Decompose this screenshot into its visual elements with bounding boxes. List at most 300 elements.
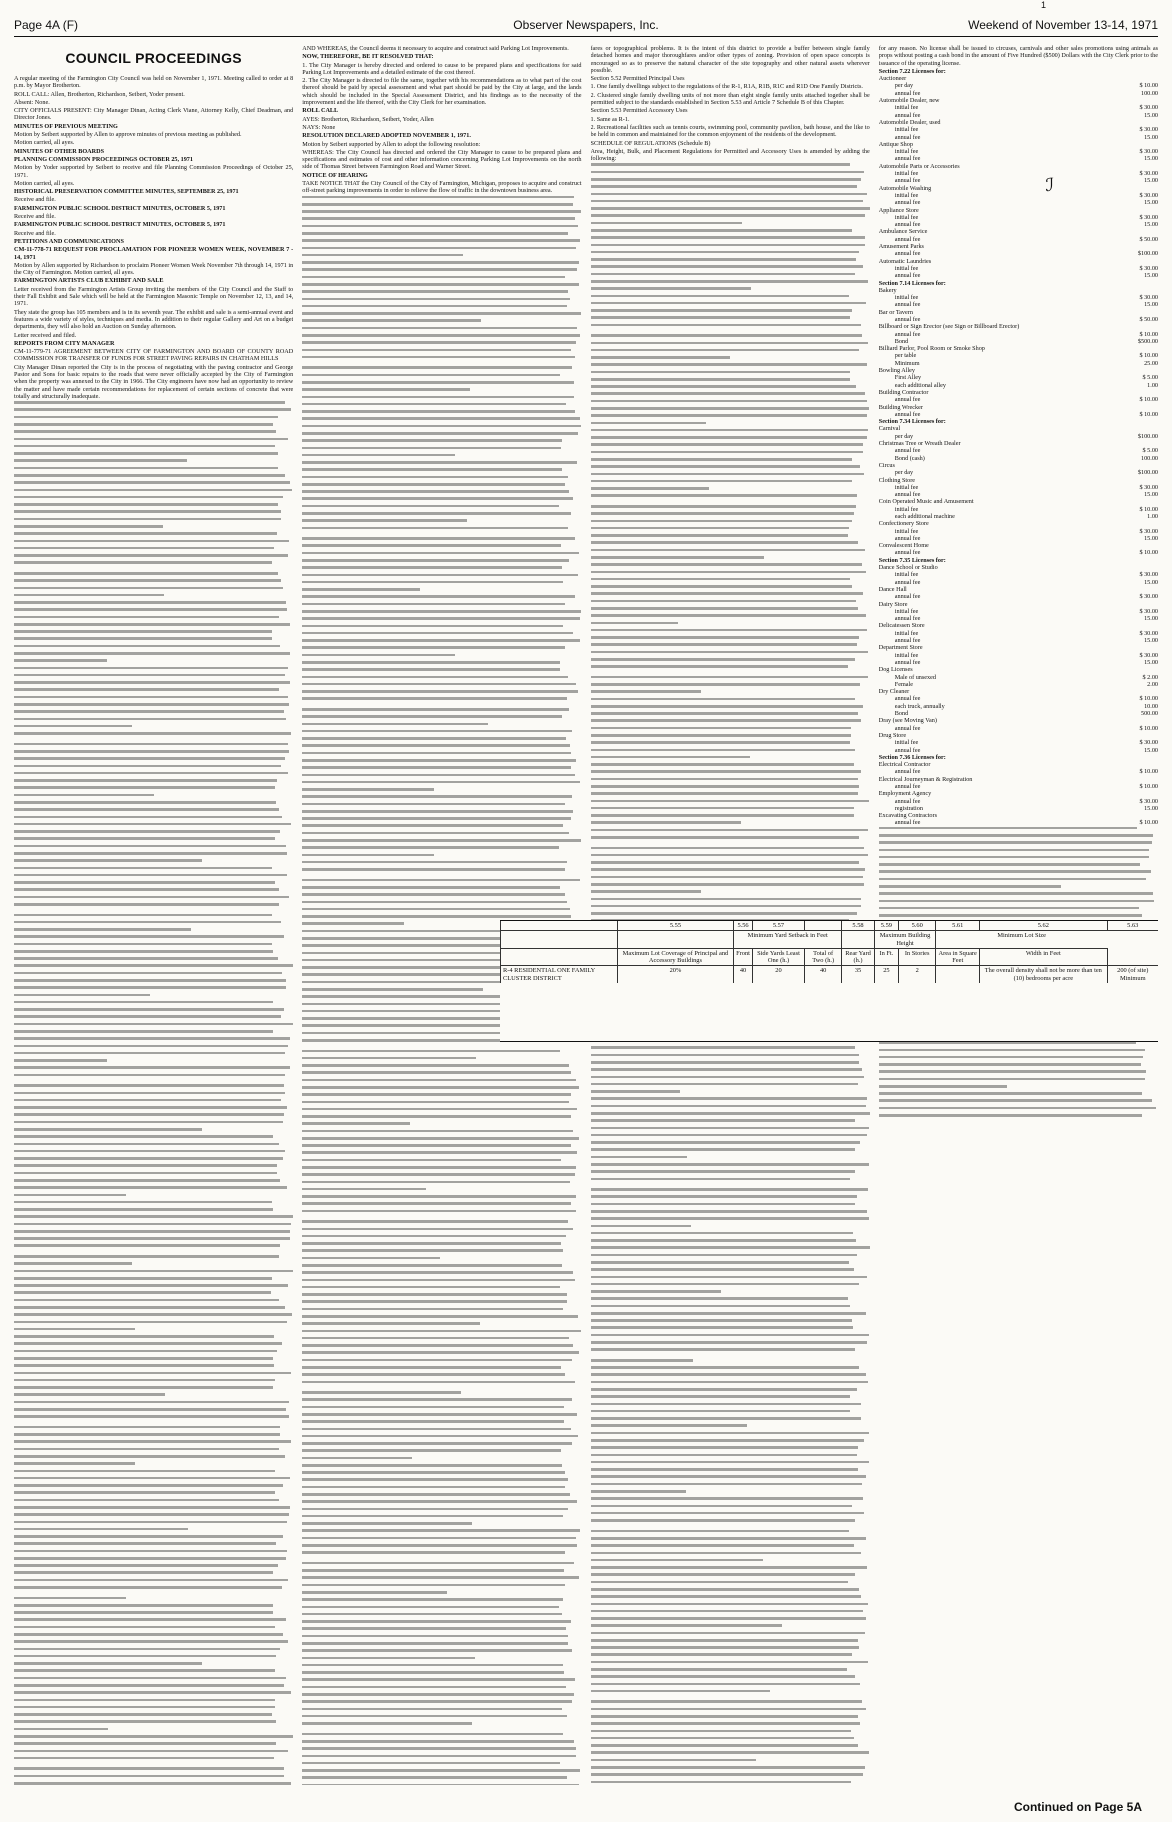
license-fee-row xyxy=(879,812,1158,819)
license-intro: for any reason. No license shall be issued to circuses, carnivals and other sales promotions using animals as props without posting a cash bond in the amount of Five Hundred ($500) Dollars with the City Clerk prior to the issuance of the operating license. xyxy=(878,45,1158,67)
article-heading: RESOLUTION DECLARED ADOPTED NOVEMBER 1, 1971. xyxy=(302,132,471,140)
license-fee-row xyxy=(879,739,1158,746)
license-fee-amount: $ 30.00 xyxy=(1139,629,1158,637)
license-fee-row xyxy=(879,622,1158,629)
license-fee-name: Bar or Tavern xyxy=(878,308,913,316)
license-fee-amount: 500.00 xyxy=(1140,710,1158,718)
article-paragraph: Section 5.53 Permitted Accessory Uses xyxy=(590,107,688,115)
license-fee-row xyxy=(879,717,1158,724)
license-fee-amount xyxy=(1112,754,1158,761)
schedule-cell: 35 xyxy=(842,966,874,983)
license-fee-amount: 100.00 xyxy=(1140,89,1158,97)
license-fee-row xyxy=(879,586,1158,593)
schedule-cell: 20 xyxy=(752,966,804,983)
article-paragraph: 2. Clustered single family dwelling units of not more than eight single family units attached together shall be permitted subject to the standards established in Section 5.53 and Article 7 Schedule B of this Chapter. xyxy=(590,91,870,107)
license-fee-amount: $100.00 xyxy=(1137,432,1158,440)
license-fee-amount xyxy=(1112,280,1158,287)
license-fee-name: Section 7.36 Licenses for: xyxy=(878,753,946,761)
schedule-section-number: 5.57 xyxy=(752,921,804,931)
license-fee-name: Appliance Store xyxy=(878,206,919,214)
schedule-cell: 40 xyxy=(805,966,842,983)
license-fee-row xyxy=(879,294,1158,301)
license-fee-row xyxy=(879,134,1158,141)
license-fee-amount: 15.00 xyxy=(1144,272,1158,280)
article-paragraph: 1. Same as R-1. xyxy=(590,115,630,123)
license-fee-row xyxy=(879,659,1158,666)
license-fee-row xyxy=(879,360,1158,367)
license-fee-amount: 15.00 xyxy=(1144,199,1158,207)
license-fee-amount: $ 30.00 xyxy=(1139,264,1158,272)
license-fee-name: annual fee xyxy=(894,768,921,776)
license-fee-row xyxy=(879,243,1158,250)
article-paragraph: Motion carried, all ayes. xyxy=(14,179,75,187)
article-paragraph: Motion by Seibert supported by Allen to adopt the following resolution: xyxy=(302,140,481,148)
license-fee-row xyxy=(879,382,1158,389)
license-fee-name: annual fee xyxy=(894,724,921,732)
article-paragraph: 1. One family dwellings subject to the regulations of the R-1, R1A, R1B, R1C and R1D One Family Districts. xyxy=(590,83,863,91)
license-fee-row xyxy=(879,484,1158,491)
license-fee-row xyxy=(879,725,1158,732)
license-fee-name: each additional alley xyxy=(894,381,946,389)
license-fee-name: initial fee xyxy=(894,629,919,637)
license-fee-amount xyxy=(1112,323,1158,330)
license-fee-row xyxy=(879,710,1158,717)
license-fee-amount xyxy=(1112,309,1158,316)
license-fee-name: Male of unsexed xyxy=(894,673,936,681)
license-fee-row xyxy=(879,316,1158,323)
license-fee-row xyxy=(879,433,1158,440)
schedule-of-regulations-table xyxy=(500,920,1158,1042)
license-fee-row xyxy=(879,674,1158,681)
license-fee-name: initial fee xyxy=(894,264,919,272)
license-fee-amount: $ 30.00 xyxy=(1139,651,1158,659)
license-fee-row xyxy=(879,425,1158,432)
license-fee-row xyxy=(879,703,1158,710)
license-fee-row xyxy=(879,126,1158,133)
article-heading: PETITIONS AND COMMUNICATIONS xyxy=(14,237,124,245)
license-fee-name: annual fee xyxy=(894,447,921,455)
license-fee-amount: 15.00 xyxy=(1144,578,1158,586)
schedule-section-numbers xyxy=(501,921,1159,931)
license-fee-row xyxy=(879,695,1158,702)
license-fee-row xyxy=(879,666,1158,673)
license-fee-name: Christmas Tree or Wreath Dealer xyxy=(878,440,961,448)
article-paragraph: Section 5.52 Permitted Principal Uses xyxy=(590,75,685,83)
schedule-cell xyxy=(936,966,980,983)
schedule-column-header xyxy=(1107,948,1158,966)
license-fee-amount xyxy=(1112,601,1158,608)
schedule-cell: 200 (of site) Minimum xyxy=(1107,966,1158,983)
license-fee-name: Drug Store xyxy=(878,731,907,739)
license-fee-name: Ambulance Service xyxy=(878,228,928,236)
license-fee-name: Auctioneer xyxy=(878,75,907,83)
schedule-section-number: 5.56 xyxy=(734,921,753,931)
license-fee-name: Minimum xyxy=(894,359,920,367)
license-fee-amount: 15.00 xyxy=(1144,491,1158,499)
license-fee-name: registration xyxy=(894,804,923,812)
license-fee-name: annual fee xyxy=(894,221,921,229)
license-fee-amount xyxy=(1112,462,1158,469)
license-fee-row xyxy=(879,579,1158,586)
license-fee-name: per day xyxy=(894,469,914,477)
license-fee-row xyxy=(879,688,1158,695)
column-1-filler-text xyxy=(14,401,293,1785)
license-fee-name: Department Store xyxy=(878,644,923,652)
license-fee-amount xyxy=(1112,564,1158,571)
license-fee-name: initial fee xyxy=(894,294,919,302)
license-fee-name: Automobile Parts or Accessories xyxy=(878,162,960,170)
license-fee-row xyxy=(879,564,1158,571)
license-fee-amount xyxy=(1112,258,1158,265)
article-paragraph: Receive and file. xyxy=(14,213,56,221)
license-fee-row xyxy=(879,798,1158,805)
license-fee-name: annual fee xyxy=(894,782,921,790)
license-fee-row xyxy=(879,112,1158,119)
schedule-column-header xyxy=(501,948,618,966)
license-fee-row xyxy=(879,199,1158,206)
license-fee-amount: $ 10.00 xyxy=(1139,549,1158,557)
license-fee-row xyxy=(879,805,1158,812)
license-fee-amount: $100.00 xyxy=(1137,469,1158,477)
license-fee-row xyxy=(879,819,1158,826)
license-fee-row xyxy=(879,148,1158,155)
license-fee-name: Bakery xyxy=(878,286,897,294)
license-fee-name: annual fee xyxy=(894,330,921,338)
license-fee-row xyxy=(879,571,1158,578)
license-fee-amount: $ 30.00 xyxy=(1139,213,1158,221)
license-fee-amount xyxy=(1112,119,1158,126)
license-fee-amount xyxy=(1112,97,1158,104)
license-fee-name: annual fee xyxy=(894,593,921,601)
license-fee-name: Bond xyxy=(894,710,909,718)
license-fee-amount xyxy=(1112,557,1158,564)
license-fee-row xyxy=(879,374,1158,381)
license-fee-row xyxy=(879,90,1158,97)
license-fee-amount: 15.00 xyxy=(1144,301,1158,309)
license-fee-amount: $ 10.00 xyxy=(1139,695,1158,703)
license-fee-name: Excavating Contractors xyxy=(878,812,937,820)
license-fee-amount xyxy=(1112,345,1158,352)
schedule-blank-cell xyxy=(501,931,618,949)
license-fee-row xyxy=(879,462,1158,469)
article-heading: FARMINGTON PUBLIC SCHOOL DISTRICT MINUTES, OCTOBER 5, 1971 xyxy=(14,221,226,229)
group-height-header: Maximum Building Height xyxy=(874,931,936,949)
article-paragraph: Letter received from the Farmington Artists Group inviting the members of the City Council and the Staff to their Fall Exhibit and Sale which will be held at the Farmington Masonic Temple on November 12, 13, and 14, 1971. xyxy=(14,285,294,308)
license-fee-name: initial fee xyxy=(894,527,919,535)
license-fee-row xyxy=(879,309,1158,316)
license-fee-name: annual fee xyxy=(894,235,921,243)
page-number: Page 4A (F) xyxy=(14,18,79,32)
license-fee-name: Clothing Store xyxy=(878,476,916,484)
article-heading: HISTORICAL PRESERVATION COMMITTEE MINUTES, SEPTEMBER 25, 1971 xyxy=(14,188,239,196)
article-paragraph: 1. The City Manager is hereby directed and ordered to cause to be prepared plans and specifications for said Parking Lot Improvements and a detailed estimate of the cost thereof. xyxy=(302,61,582,76)
article-paragraph: fares or topographical problems. It is the intent of this district to provide a buffer between single family detached homes and major thoroughfares and/or other types of zoning. Provision of open space concepts is encouraged so as to preserve the natural character of the site topography and other natural assets wherever possible. xyxy=(590,45,870,74)
license-fee-amount: $ 30.00 xyxy=(1139,607,1158,615)
column-3 xyxy=(591,45,870,1785)
license-fee-row xyxy=(879,170,1158,177)
article-paragraph: Receive and file. xyxy=(14,196,56,204)
article-paragraph: 2. Recreational facilities such as tennis courts, swimming pool, community pavilion, bath house, and the like to be held in common and maintained for the common enjoyment of the residents of the development. xyxy=(590,123,870,139)
license-fee-name: annual fee xyxy=(894,615,921,623)
license-fee-amount: $ 2.00 xyxy=(1142,673,1158,681)
license-fee-row xyxy=(879,404,1158,411)
article-heading: REPORTS FROM CITY MANAGER xyxy=(14,339,115,347)
schedule-cell: 20% xyxy=(617,966,733,983)
license-fee-amount: 15.00 xyxy=(1144,637,1158,645)
license-fee-name: initial fee xyxy=(894,607,919,615)
license-fee-amount: $ 10.00 xyxy=(1139,396,1158,404)
schedule-section-number: 5.60 xyxy=(899,921,936,931)
license-fee-amount xyxy=(1112,75,1158,82)
license-fee-amount: $ 30.00 xyxy=(1139,126,1158,134)
license-fee-row xyxy=(879,192,1158,199)
license-fee-row xyxy=(879,615,1158,622)
license-fee-amount: $ 10.00 xyxy=(1139,768,1158,776)
license-fee-amount: $ 5.00 xyxy=(1142,447,1158,455)
license-fee-amount: 100.00 xyxy=(1140,454,1158,462)
license-fee-amount: $ 30.00 xyxy=(1139,527,1158,535)
group-setback-header: Minimum Yard Setback in Feet xyxy=(734,931,842,949)
article-paragraph: Motion by Seibert supported by Allen to approve minutes of previous meeting as published. xyxy=(14,131,242,139)
license-fee-amount xyxy=(1112,732,1158,739)
license-fee-row xyxy=(879,477,1158,484)
license-fee-name: annual fee xyxy=(894,155,921,163)
license-fee-name: initial fee xyxy=(894,104,919,112)
license-fee-row xyxy=(879,258,1158,265)
license-fee-row xyxy=(879,447,1158,454)
license-fee-amount: $ 50.00 xyxy=(1139,315,1158,323)
group-lot-header: Minimum Lot Size xyxy=(936,931,1107,949)
license-fee-amount: $ 5.00 xyxy=(1142,374,1158,382)
license-fee-row xyxy=(879,301,1158,308)
article-heading: ROLL CALL xyxy=(302,107,339,115)
schedule-column-header: Total of Two (h.) xyxy=(805,948,842,966)
license-fee-name: Carnival xyxy=(878,425,901,433)
license-fee-name: Confectionery Store xyxy=(878,520,929,528)
license-fee-row xyxy=(879,75,1158,82)
license-fee-amount: $ 30.00 xyxy=(1139,739,1158,747)
license-fee-row xyxy=(879,367,1158,374)
column-3-body xyxy=(591,45,870,162)
license-fee-row xyxy=(879,214,1158,221)
article-heading: NOTICE OF HEARING xyxy=(302,171,368,179)
license-fee-amount xyxy=(1112,243,1158,250)
license-fee-amount xyxy=(1112,185,1158,192)
article-paragraph: CM-11-779-71 AGREEMENT BETWEEN CITY OF FARMINGTON AND BOARD OF COUNTY ROAD COMMISSION FOR TRANSFER OF FUNDS FOR STREET PAVING REPAIRS IN CHATHAM HILLS xyxy=(14,348,294,363)
schedule-group-headers xyxy=(501,931,1159,949)
schedule-cell: The overall density shall not be more than ten (10) bedrooms per acre xyxy=(980,966,1107,983)
schedule-column-header: In Stories xyxy=(899,948,936,966)
schedule-cell: 2 xyxy=(899,966,936,983)
license-fee-name: Dairy Store xyxy=(878,600,908,608)
license-fee-name: annual fee xyxy=(894,578,921,586)
license-fee-row xyxy=(879,440,1158,447)
license-fee-amount: 25.00 xyxy=(1144,359,1158,367)
license-fee-amount xyxy=(1112,761,1158,768)
schedule-section-number: 5.63 xyxy=(1107,921,1158,931)
license-fee-name: initial fee xyxy=(894,191,919,199)
license-fee-name: initial fee xyxy=(894,505,919,513)
license-fee-amount: $ 10.00 xyxy=(1139,819,1158,827)
license-fee-amount xyxy=(1112,287,1158,294)
article-paragraph: AYES: Brotherton, Richardson, Seibert, Yoder, Allen xyxy=(302,115,434,123)
article-paragraph: Motion by Yoder supported by Seibert to receive and file Planning Commission Proceedings of October 25, 1971. xyxy=(14,164,294,179)
article-heading: PLANNING COMMISSION PROCEEDINGS OCTOBER 25, 1971 xyxy=(14,155,193,163)
license-fee-amount: 15.00 xyxy=(1144,804,1158,812)
license-fee-name: annual fee xyxy=(894,534,921,542)
article-paragraph: SCHEDULE OF REGULATIONS (Schedule B) xyxy=(590,139,711,147)
license-fee-name: Automobile Dealer, used xyxy=(878,118,941,126)
license-section-title: Section 7.22 Licenses for: xyxy=(878,67,946,75)
license-fee-amount xyxy=(1112,425,1158,432)
license-fee-name: annual fee xyxy=(894,272,921,280)
license-fee-list xyxy=(879,75,1158,827)
license-fee-row xyxy=(879,331,1158,338)
license-fee-row xyxy=(879,411,1158,418)
schedule-column-header: Area in Square Feet xyxy=(936,948,980,966)
license-fee-amount: 2.00 xyxy=(1147,680,1158,688)
license-fee-amount xyxy=(1112,498,1158,505)
license-fee-name: annual fee xyxy=(894,658,921,666)
license-fee-name: Automatic Laundries xyxy=(878,257,932,265)
license-fee-amount: $ 10.00 xyxy=(1139,330,1158,338)
license-fee-name: Electrical Contractor xyxy=(878,761,931,769)
schedule-column-headers xyxy=(501,948,1159,966)
license-fee-row xyxy=(879,119,1158,126)
schedule-section-number xyxy=(805,921,842,931)
license-fee-name: annual fee xyxy=(894,133,921,141)
license-fee-row xyxy=(879,535,1158,542)
license-fee-amount: 1.00 xyxy=(1147,513,1158,520)
article-paragraph: CITY OFFICIALS PRESENT: City Manager Dinan, Acting Clerk Viane, Attorney Kelly, Chief Deadman, and Director Jones. xyxy=(14,107,294,122)
license-fee-amount xyxy=(1112,228,1158,235)
license-fee-amount: 15.00 xyxy=(1144,111,1158,119)
license-fee-row xyxy=(879,345,1158,352)
license-fee-name: Automobile Dealer, new xyxy=(878,97,940,105)
schedule-column-header: Width in Feet xyxy=(980,948,1107,966)
license-fee-amount xyxy=(1112,520,1158,527)
license-fee-amount: $ 10.00 xyxy=(1139,505,1158,513)
license-fee-row xyxy=(879,754,1158,761)
schedule-column-header: Front xyxy=(734,948,753,966)
license-fee-name: annual fee xyxy=(894,637,921,645)
license-fee-row xyxy=(879,506,1158,513)
license-fee-name: Building Contractor xyxy=(878,388,929,396)
schedule-blank-cell xyxy=(842,931,874,949)
schedule-row-label: R-4 RESIDENTIAL ONE FAMILY CLUSTER DISTRICT xyxy=(501,966,618,983)
schedule-column-header: Side Yards Least One (h.) xyxy=(752,948,804,966)
publication-name: Observer Newspapers, Inc. xyxy=(513,18,659,32)
license-fee-name: Dry Cleaner xyxy=(878,688,910,696)
license-fee-amount: $ 10.00 xyxy=(1139,782,1158,790)
schedule-section-number: 5.58 xyxy=(842,921,874,931)
license-fee-row xyxy=(879,221,1158,228)
license-fee-amount: $ 30.00 xyxy=(1139,191,1158,199)
license-fee-name: initial fee xyxy=(894,571,919,579)
license-fee-row xyxy=(879,163,1158,170)
license-fee-row xyxy=(879,491,1158,498)
license-fee-row xyxy=(879,469,1158,476)
license-fee-row xyxy=(879,557,1158,564)
license-fee-row xyxy=(879,104,1158,111)
license-fee-name: initial fee xyxy=(894,483,919,491)
license-fee-name: Section 7.34 Licenses for: xyxy=(878,418,946,426)
license-fee-name: Billiard Parlor, Pool Room or Smoke Shop xyxy=(878,345,985,353)
license-fee-amount: 15.00 xyxy=(1144,155,1158,163)
license-fee-amount xyxy=(1112,622,1158,629)
article-paragraph: Receive and file. xyxy=(14,229,56,237)
article-paragraph: AND WHEREAS, the Council deems it necessary to acquire and construct said Parking Lot Improvements. xyxy=(302,45,569,52)
column-4 xyxy=(879,45,1158,1785)
schedule-section-number: 5.61 xyxy=(936,921,980,931)
article-paragraph: Letter received and filed. xyxy=(14,331,77,339)
license-fee-row xyxy=(879,681,1158,688)
license-fee-name: per table xyxy=(894,352,917,360)
schedule-section-number: 5.55 xyxy=(617,921,733,931)
article-paragraph: ROLL CALL: Allen, Brotherton, Richardson, Seibert, Yoder present. xyxy=(14,90,185,98)
license-fee-amount: 1.00 xyxy=(1147,381,1158,389)
license-fee-name: annual fee xyxy=(894,250,921,258)
article-heading: CM-11-778-71 REQUEST FOR PROCLAMATION FOR PIONEER WOMEN WEEK, NOVEMBER 7 - 14, 1971 xyxy=(14,246,294,261)
license-fee-name: Dog Licenses xyxy=(878,666,913,674)
license-fee-amount xyxy=(1112,404,1158,411)
license-fee-amount: 15.00 xyxy=(1144,658,1158,666)
license-fee-amount: 15.00 xyxy=(1144,534,1158,542)
license-fee-name: per day xyxy=(894,432,914,440)
license-fee-row xyxy=(879,272,1158,279)
issue-date: Weekend of November 13-14, 1971 xyxy=(968,18,1158,32)
license-fee-amount: $ 30.00 xyxy=(1139,593,1158,601)
license-fee-name: annual fee xyxy=(894,746,921,754)
license-fee-row xyxy=(879,520,1158,527)
license-fee-name: Bowling Alley xyxy=(878,367,916,375)
license-fee-name: Female xyxy=(894,680,913,688)
license-fee-row xyxy=(879,82,1158,89)
schedule-section-number xyxy=(501,921,618,931)
license-fee-row xyxy=(879,455,1158,462)
article-paragraph: WHEREAS: The City Council has directed and ordered the City Manager to cause to be prepared plans and specifications and estimates of cost and other information concerning Parking Lot Improvements on the north side of Thomas Street between Farmington Road and Warner Street. xyxy=(302,148,582,171)
license-fee-amount: 15.00 xyxy=(1144,133,1158,141)
article-heading: FARMINGTON PUBLIC SCHOOL DISTRICT MINUTES, OCTOBER 5, 1971 xyxy=(14,204,226,212)
license-fee-name: Automobile Washing xyxy=(878,184,932,192)
license-fee-amount: $500.00 xyxy=(1137,337,1158,345)
license-fee-name: initial fee xyxy=(894,651,919,659)
article-paragraph: City Manager Dinan reported the City is in the process of negotiating with the paving contractor and George Pastor and Sons for basic repairs to the roads that were never officially accepted by the City of Farmington when the property was annexed to the City in 1966. The City engineers have now had an opportunity to review the matter and have made certain recommendations for replacement of certain sections of concrete that were totally and structurally inadequate. xyxy=(14,363,294,400)
license-fee-row xyxy=(879,236,1158,243)
license-fee-row xyxy=(879,549,1158,556)
license-fee-name: annual fee xyxy=(894,410,921,418)
license-fee-name: Dray (see Moving Van) xyxy=(878,717,937,725)
schedule-column-header: In Ft. xyxy=(874,948,898,966)
license-fee-amount xyxy=(1112,812,1158,819)
license-fee-row xyxy=(879,389,1158,396)
license-fee-row xyxy=(879,783,1158,790)
license-fee-amount xyxy=(1112,418,1158,425)
license-fee-name: initial fee xyxy=(894,170,919,178)
page-header xyxy=(14,10,1158,37)
license-fee-amount: $ 30.00 xyxy=(1139,571,1158,579)
license-fee-name: Circus xyxy=(878,461,895,469)
article-paragraph: They state the group has 105 members and is in its seventh year. The exhibit and sale is a semi-annual event and features a wide variety of styles, techniques and media. In addition to their regular Gallery and Art on a budget departments, they will also hold an Auction on Sunday afternoon. xyxy=(14,308,294,331)
license-fee-name: Employment Agency xyxy=(878,790,932,798)
license-fee-row xyxy=(879,652,1158,659)
license-fee-name: annual fee xyxy=(894,111,921,119)
license-fee-amount xyxy=(1112,389,1158,396)
license-fee-row xyxy=(879,601,1158,608)
license-fee-name: annual fee xyxy=(894,819,921,827)
license-fee-row xyxy=(879,498,1158,505)
license-fee-name: initial fee xyxy=(894,126,919,134)
